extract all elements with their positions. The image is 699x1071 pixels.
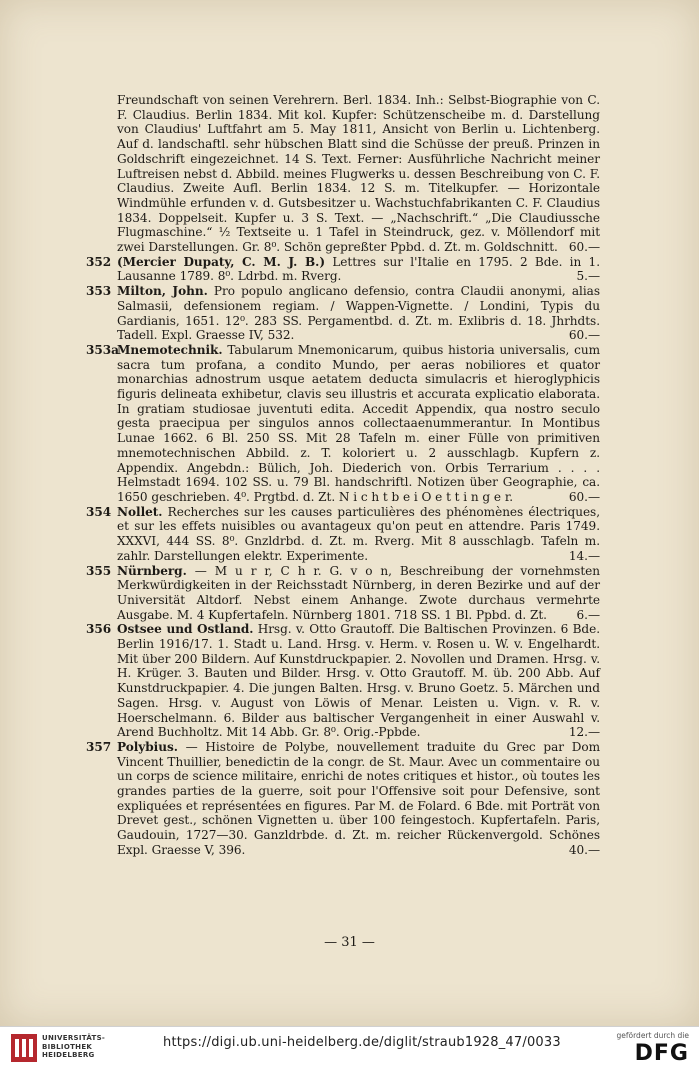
entry-number: 353 [86, 284, 112, 299]
entry-body [117, 740, 600, 858]
entry-body [117, 505, 600, 564]
entry-description: — M u r r, C h r. G. v o n, Beschreibung der vornehmsten Merkwürdigkeiten in der Reichsstadt Nürnberg, in deren Bezirke und auf der Universität Altdorf. Nebst einem Anhange. Zwote durchaus vermehrte Ausgabe. M. 4 Kupfertafeln. Nürnberg 1801. 718 SS. 1 Bl. Ppbd. d. Zt. [117, 563, 600, 622]
entry-number: 355 [86, 563, 112, 578]
entry-description: Tabularum Mnemonicarum, quibus historia universalis, cum sacra tum profana, a condito Mundo, per aeras nobiliores et quator monarchias adnostrum usque aetatem deducta simulacris et hieroglyphicis figuris delineata exhibetur, clavis seu illustris et accurata explicatio elaborata. In gratiam studiosae juventuti edita. Accedit Appendix, qua nostro seculo gesta praecipua per singulos annos collectaaenummerantur. In Montibus Lunae 1662. 6 Bl. 250 SS. Mit 28 Tafeln m. einer Fülle von primitiven mnemotechnischen Abbild. z. T. koloriert u. 2 ausschlagb. Kupfern z. Appendix. Angebdn.: Bülich, Joh. Diederich von. Orbis Terrarium . . . . Helmstadt 1694. 102 SS. u. 79 Bl. handschriftl. Notizen über Geographie, ca. 1650 geschrieben. 4⁰. Prgtbd. d. Zt. N i c h t b e i O e t t i n g e r. [117, 342, 600, 504]
entry-price: 60.— [568, 328, 600, 343]
catalog-text [86, 93, 600, 858]
catalog-entry [86, 284, 600, 343]
entry-heading: (Mercier Dupaty, C. M. J. B.) [117, 254, 326, 269]
page-url-link[interactable]: https://digi.ub.uni-heidelberg.de/diglit/straub1928_47/0033 [163, 1035, 561, 1050]
entry-number: 356 [86, 622, 112, 637]
catalog-entry [86, 740, 600, 858]
library-name-line-2: BIBLIOTHEK [42, 1042, 93, 1051]
entry-number: 357 [86, 739, 112, 754]
intro-paragraph [117, 93, 600, 255]
entry-price: 12.— [568, 725, 600, 740]
viewer-footer [0, 1026, 699, 1071]
entry-number: 354 [86, 504, 112, 519]
entry-heading: Mnemotechnik. [117, 342, 223, 357]
entry-description: Pro populo anglicano defensio, contra Claudii anonymi, alias Salmasii, defensionem regiam. / Wappen-Vignette. / Londini, Typis du Gardianis, 1651. 12⁰. 283 SS. Pergamentbd. d. Zt. m. Exlibris d. 18. Jhrhdts. Tadell. Expl. Graesse IV, 532. [117, 284, 600, 343]
catalog-entry [86, 255, 600, 284]
entry-price: 14.— [568, 548, 600, 563]
library-name [42, 1034, 105, 1060]
catalog-entry [86, 343, 600, 505]
entry-list [86, 255, 600, 858]
entry-body [117, 343, 600, 505]
funded-by-label: gefördert durch die [616, 1031, 689, 1040]
entry-description: Lettres sur l'Italie en 1795. 2 Bde. in 1. Lausanne 1789. 8⁰. Ldrbd. m. Rverg. [117, 254, 600, 284]
catalog-entry [86, 564, 600, 623]
entry-description: Hrsg. v. Otto Grautoff. Die Baltischen Provinzen. 6 Bde. Berlin 1916/17. 1. Stadt u. Land. Hrsg. v. Herm. v. Rosen u. W. v. Engelhardt. Mit über 200 Bildern. Auf Kunstdruckpapier. 2. Novollen und Dramen. Hrsg. v. H. Krüger. 3. Bauten und Bilder. Hrsg. v. Otto Grautoff. M. üb. 200 Abb. Auf Kunstdruckpapier. 4. Die jungen Balten. Hrsg. v. Bruno Goetz. 5. Märchen und Sagen. Hrsg. v. August von Löwis of Menar. Leisten u. Vign. v. R. v. Hoerschelmann. 6. Bilder aus baltischer Vergangenheit in einer Auswahl v. Arend Buchholtz. Mit 14 Abb. Gr. 8⁰. Orig.-Ppbde. [117, 622, 600, 740]
entry-heading: Nürnberg. [117, 563, 187, 578]
entry-heading: Milton, John. [117, 284, 208, 299]
entry-body [117, 564, 600, 623]
entry-body [117, 622, 600, 740]
entry-body [117, 255, 600, 284]
entry-description: — Histoire de Polybe, nouvellement traduite du Grec par Dom Vincent Thuillier, benedictin de la congr. de St. Maur. Avec un commentaire ou un corps de science militaire, enrichi de notes critiques et histor., où toutes les grandes parties de la guerre, soit pour l'Offensive soit pour Defensive, sont expliquées et représentées en figures. Par M. de Folard. 6 Bde. mit Porträt von Drevet gest., schönen Vignetten u. über 100 feingestoch. Kupfertafeln. Paris, Gaudouin, 1727—30. Ganzldrbde. d. Zt. m. reicher Rückenvergold. Schönes Expl. Graesse V, 396. [117, 739, 600, 857]
entry-number: 353a [86, 342, 119, 357]
library-name-line-3: HEIDELBERG [42, 1051, 95, 1060]
entry-price: 60.— [568, 489, 600, 504]
catalog-entry [86, 622, 600, 740]
entry-heading: Polybius. [117, 739, 178, 754]
entry-body [117, 284, 600, 343]
dfg-logo: DFG [634, 1041, 689, 1066]
intro-text: Freundschaft von seinen Verehrern. Berl. 1834. Inh.: Selbst-Biographie von C. F. Claudius. Berlin 1834. Mit kol. Kupfer: Schützenscheibe m. d. Darstellung von Claudius' Luftfahrt am 5. May 1811, Ansicht von Berlin u. Lichtenberg. Auf d. landschaftl. sehr hübschen Blatt sind die Schüsse der preuß. Prinzen in Goldschrift eingezeichnet. 14 S. Text. Ferner: Ausführliche Nachricht meiner Luftreisen nebst d. Abbild. meines Flugwerks u. dessen Beschreibung von C. F. Claudius. Zweite Aufl. Berlin 1834. 12 S. m. Titelkupfer. — Horizontale Windmühle erfunden v. d. Gutsbesitzer u. Wachstuchfabrikanten C. F. Claudius 1834. Doppelseit. Kupfer u. 3 S. Text. — „Nachschrift.“ „Die Claudiussche Flugmaschine.“ ½ Textseite u. 1 Tafel in Steindruck, gez. v. Möllendorf mit zwei Darstellungen. Gr. 8⁰. Schön gepreßter Ppbd. d. Zt. m. Goldschnitt. [117, 93, 600, 255]
entry-number: 352 [86, 254, 112, 269]
entry-price: 40.— [568, 842, 600, 857]
library-name-line-1: UNIVERSITÄTS- [42, 1034, 106, 1042]
entry-price: 5.— [576, 269, 600, 284]
intro-price: 60.— [568, 240, 600, 255]
catalog-entry [86, 505, 600, 564]
entry-price: 6.— [576, 607, 600, 622]
entry-heading: Ostsee und Ostland. [117, 622, 254, 637]
library-logo-icon [10, 1033, 38, 1063]
page-number: — 31 — [324, 935, 375, 950]
entry-description: Recherches sur les causes particulières des phénomènes électriques, et sur les effets nuisibles ou avantageux qu'on peut en attendre. Paris 1749. XXXVI, 444 SS. 8⁰. Gnzldrbd. d. Zt. m. Rverg. Mit 8 ausschlagb. Tafeln m. zahlr. Darstellungen elektr. Experimente. [117, 504, 600, 563]
entry-heading: Nollet. [117, 504, 163, 519]
